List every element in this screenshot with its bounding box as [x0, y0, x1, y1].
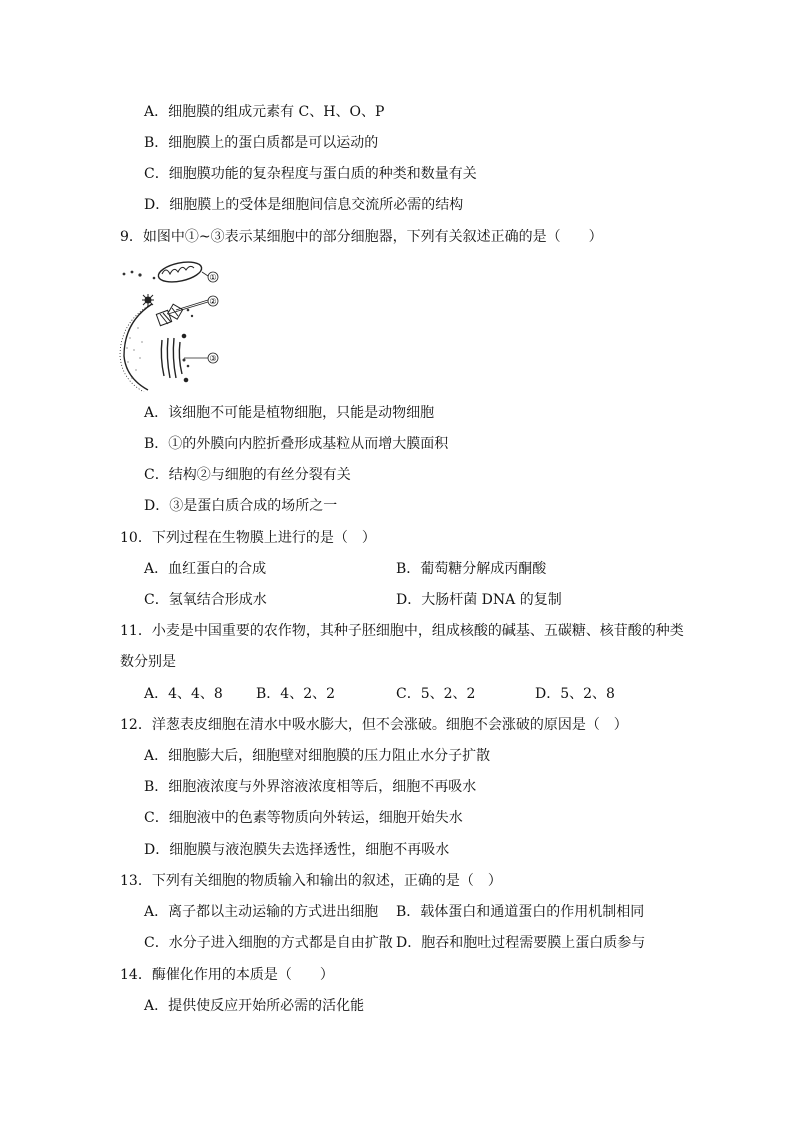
- q8-option-c: C．细胞膜功能的复杂程度与蛋白质的种类和数量有关: [144, 166, 477, 182]
- nucleus-envelope-arc: [124, 304, 152, 390]
- q11-stem-line1: 11．小麦是中国重要的农作物，其种子胚细胞中，组成核酸的碱基、五碳糖、核苷酸的种类: [120, 623, 684, 639]
- q11-option-a: A．4、4、8: [144, 686, 223, 702]
- q11-option-d: D．5、2、8: [535, 686, 615, 702]
- q12-option-d: D．细胞膜与液泡膜失去选择透性，细胞不再吸水: [144, 842, 450, 858]
- q13-option-a: A．离子都以主动运输的方式进出细胞: [144, 904, 379, 920]
- q13-option-c: C．水分子进入细胞的方式都是自由扩散: [144, 935, 393, 951]
- q11-stem-line2: 数分别是: [120, 654, 176, 670]
- q8-option-a: A．细胞膜的组成元素有 C、H、O、P: [144, 104, 385, 120]
- label-2: ②: [209, 297, 217, 306]
- q10-option-d: D．大肠杆菌 DNA 的复制: [396, 592, 562, 608]
- label-1: ①: [209, 273, 217, 282]
- q8-option-d: D．细胞膜上的受体是细胞间信息交流所必需的结构: [144, 197, 464, 213]
- mitochondrion: [157, 259, 204, 286]
- q14-option-a: A．提供使反应开始所必需的活化能: [144, 998, 365, 1014]
- q9-option-a: A．该细胞不可能是植物细胞，只能是动物细胞: [144, 405, 435, 421]
- golgi-apparatus: [161, 334, 187, 381]
- q9-option-c: C．结构②与细胞的有丝分裂有关: [144, 467, 351, 483]
- q13-option-d: D．胞吞和胞吐过程需要膜上蛋白质参与: [396, 935, 646, 951]
- q10-option-a: A．血红蛋白的合成: [144, 561, 267, 577]
- q12-stem: 12．洋葱表皮细胞在清水中吸水膨大，但不会涨破。细胞不会涨破的原因是（ ）: [120, 717, 628, 733]
- label-3: ③: [209, 354, 217, 363]
- q8-option-b: B．细胞膜上的蛋白质都是可以运动的: [144, 135, 379, 151]
- q13-option-b: B．载体蛋白和通道蛋白的作用机制相同: [396, 904, 645, 920]
- q13-stem: 13．下列有关细胞的物质输入和输出的叙述，正确的是（ ）: [120, 873, 502, 889]
- q14-stem: 14．酶催化作用的本质是（ ）: [120, 967, 334, 983]
- q11-option-b: B．4、2、2: [256, 686, 336, 702]
- q10-stem: 10．下列过程在生物膜上进行的是（ ）: [120, 530, 376, 546]
- q9-option-b: B．①的外膜向内腔折叠形成基粒从而增大膜面积: [144, 436, 449, 452]
- q11-option-c: C．5、2、2: [396, 686, 476, 702]
- q10-option-c: C．氢氧结合形成水: [144, 592, 267, 608]
- cell-organelle-diagram: [118, 258, 236, 392]
- q9-option-d: D．③是蛋白质合成的场所之一: [144, 498, 338, 514]
- q12-option-c: C．细胞液中的色素等物质向外转运，细胞开始失水: [144, 810, 463, 826]
- q10-option-b: B．葡萄糖分解成丙酮酸: [396, 561, 547, 577]
- q12-option-a: A．细胞膨大后，细胞壁对细胞膜的压力阻止水分子扩散: [144, 748, 491, 764]
- q9-stem: 9．如图中①~③表示某细胞中的部分细胞器，下列有关叙述正确的是（ ）: [120, 229, 603, 245]
- q12-option-b: B．细胞液浓度与外界溶液浓度相等后，细胞不再吸水: [144, 779, 477, 795]
